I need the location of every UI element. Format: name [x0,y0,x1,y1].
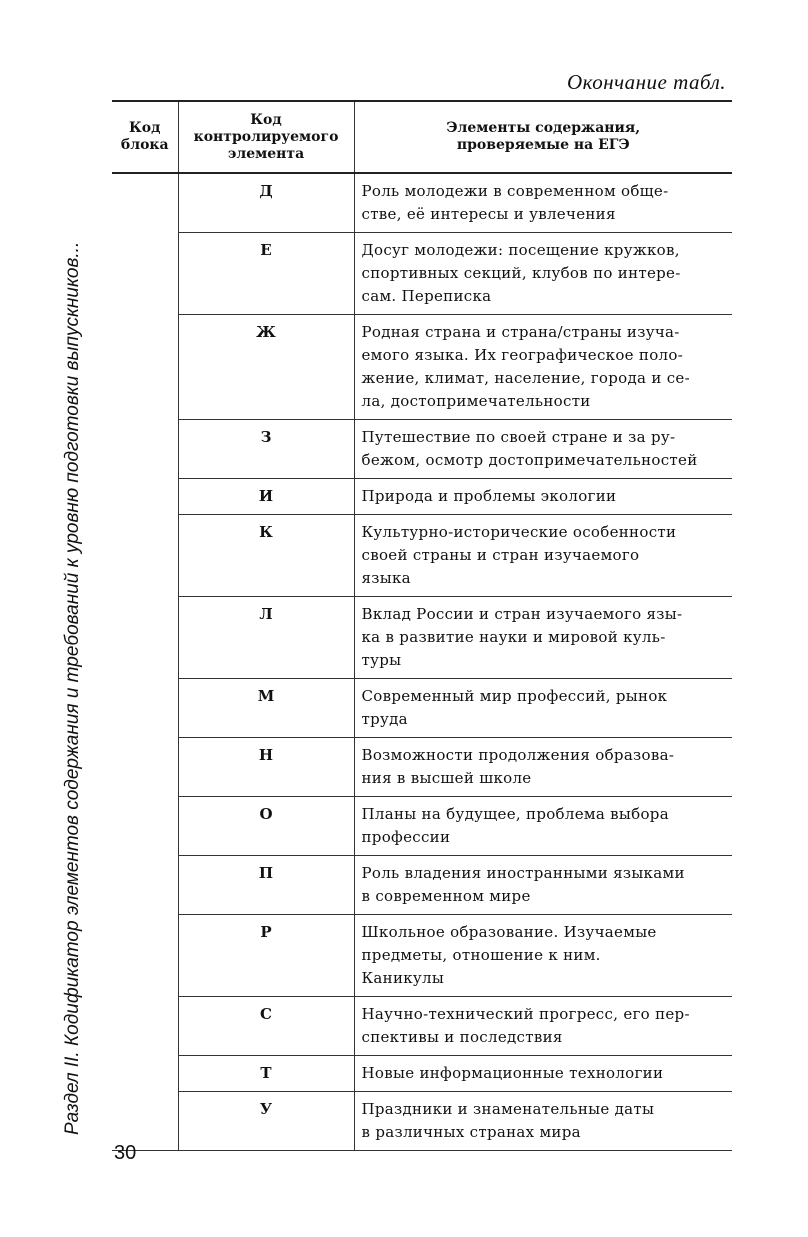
table-row [112,515,732,597]
header-content-elements: Элементы содержания, проверяемые на ЕГЭ [354,101,732,173]
table-row [112,997,732,1056]
content-element-cell: Школьное образование. Изучаемые предметы, отношение к ним. Каникулы [354,915,732,997]
table-row [112,679,732,738]
table-row [112,315,732,420]
element-code-cell: З [178,420,354,479]
table-row [112,797,732,856]
header-element-code: Код контролируемого элемента [178,101,354,173]
table-header-row [112,101,732,173]
content-element-cell: Научно-технический прогресс, его пер- спективы и последствия [354,997,732,1056]
element-code-cell: М [178,679,354,738]
element-code-cell: С [178,997,354,1056]
content-element-cell: Возможности продолжения образова- ния в высшей школе [354,738,732,797]
table-row [112,597,732,679]
content-element-cell: Родная страна и страна/страны изуча- емого языка. Их географическое поло- жение, климат, население, города и се- ла, достопримечательности [354,315,732,420]
content-element-cell: Праздники и знаменательные даты в различных странах мира [354,1092,732,1151]
element-code-cell: П [178,856,354,915]
table-row [112,856,732,915]
table-row [112,1056,732,1092]
content-element-cell: Природа и проблемы экологии [354,479,732,515]
page-number: 30 [114,1142,137,1164]
codifier-table [112,100,732,1151]
header-block-code: Код блока [112,101,178,173]
element-code-cell: Ж [178,315,354,420]
table-row [112,915,732,997]
content-element-cell: Вклад России и стран изучаемого язы- ка в развитие науки и мировой куль- туры [354,597,732,679]
element-code-cell: К [178,515,354,597]
content-element-cell: Путешествие по своей стране и за ру- бежом, осмотр достопримечательностей [354,420,732,479]
element-code-cell: И [178,479,354,515]
section-running-title: Раздел II. Кодификатор элементов содержания и требований к уровню подготовки выпускников... [62,241,83,1135]
element-code-cell: О [178,797,354,856]
content-element-cell: Роль молодежи в современном обще- стве, её интересы и увлечения [354,173,732,233]
element-code-cell: Р [178,915,354,997]
element-code-cell: У [178,1092,354,1151]
table-row [112,420,732,479]
table-row [112,738,732,797]
table-row [112,173,732,233]
content-element-cell: Роль владения иностранными языками в современном мире [354,856,732,915]
element-code-cell: Д [178,173,354,233]
content-element-cell: Современный мир профессий, рынок труда [354,679,732,738]
element-code-cell: Т [178,1056,354,1092]
block-code-cell [112,173,178,1151]
table-row [112,479,732,515]
content-element-cell: Досуг молодежи: посещение кружков, спортивных секций, клубов по интере- сам. Переписка [354,233,732,315]
table-row [112,233,732,315]
element-code-cell: Е [178,233,354,315]
content-element-cell: Культурно-исторические особенности своей страны и стран изучаемого языка [354,515,732,597]
table-continuation-caption: Окончание табл. [567,70,726,94]
table-row [112,1092,732,1151]
element-code-cell: Л [178,597,354,679]
table-body [112,173,732,1151]
content-element-cell: Новые информационные технологии [354,1056,732,1092]
content-element-cell: Планы на будущее, проблема выбора профессии [354,797,732,856]
element-code-cell: Н [178,738,354,797]
